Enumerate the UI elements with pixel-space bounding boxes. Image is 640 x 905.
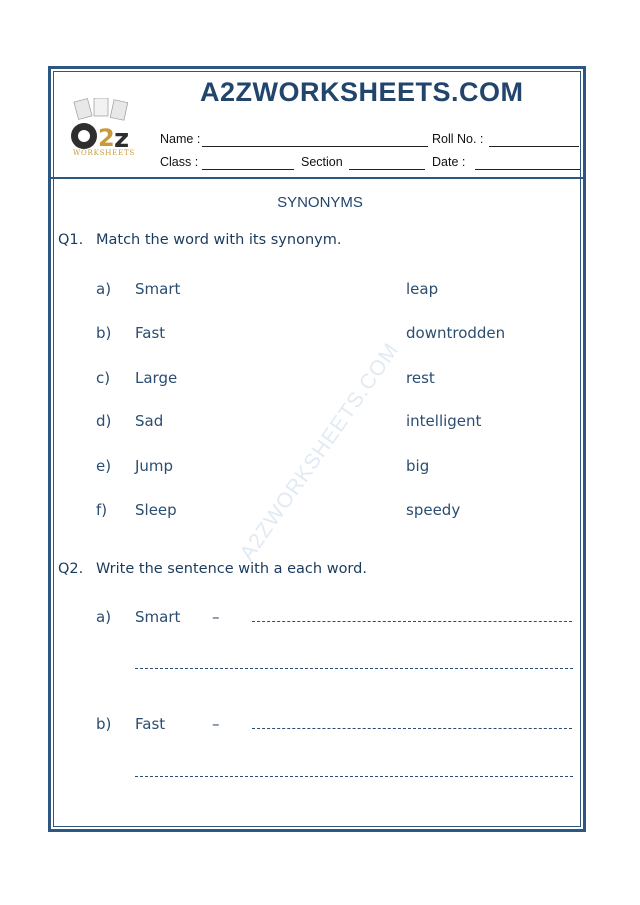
section-title: SYNONYMS [277,194,363,211]
name-label: Name : [160,132,201,146]
q1-prompt: Match the word with its synonym. [96,232,342,248]
q1-word: Sad [135,412,164,430]
q1-match: big [406,457,430,475]
q2-letter: a) [96,608,112,626]
q1-letter: a) [96,280,112,298]
q2-letter: b) [96,715,112,733]
class-label: Class : [160,155,199,169]
q1-word: Fast [135,324,166,342]
section-blank[interactable] [349,168,425,170]
roll-label: Roll No. : [432,132,484,146]
q1-word: Jump [135,457,174,475]
svg-text:z: z [114,124,130,154]
q1-word: Smart [135,280,181,298]
q1-match: leap [406,280,439,298]
class-blank[interactable] [202,168,294,170]
q1-match: intelligent [406,412,482,430]
q1-word: Large [135,369,178,387]
q1-letter: b) [96,324,112,342]
q1-letter: e) [96,457,112,475]
q2-word: Fast [135,715,166,733]
q1-letter: c) [96,369,111,387]
q1-number: Q1. [58,232,84,248]
answer-line[interactable] [135,776,573,777]
header-divider [51,177,583,179]
date-blank[interactable] [475,168,580,170]
q2-dash: – [212,715,220,733]
q1-word: Sleep [135,501,177,519]
section-label: Section [301,155,343,169]
answer-line[interactable] [252,728,572,729]
answer-line[interactable] [252,621,572,622]
q1-letter: d) [96,412,112,430]
logo-subtext: WORKSHEETS [72,149,136,157]
answer-line[interactable] [135,668,573,669]
q1-letter: f) [96,501,108,519]
name-blank[interactable] [202,145,428,147]
q1-match: rest [406,369,435,387]
date-label: Date : [432,155,466,169]
q1-match: speedy [406,501,461,519]
q2-prompt: Write the sentence with a each word. [96,561,367,577]
svg-text:2: 2 [98,124,115,152]
q2-word: Smart [135,608,181,626]
watermark: A2ZWORKSHEETS.COM [235,338,404,565]
roll-blank[interactable] [489,145,579,147]
q2-dash: – [212,608,220,626]
site-title: A2ZWORKSHEETS.COM [200,77,524,107]
q1-match: downtrodden [406,324,506,342]
q2-number: Q2. [58,561,84,577]
